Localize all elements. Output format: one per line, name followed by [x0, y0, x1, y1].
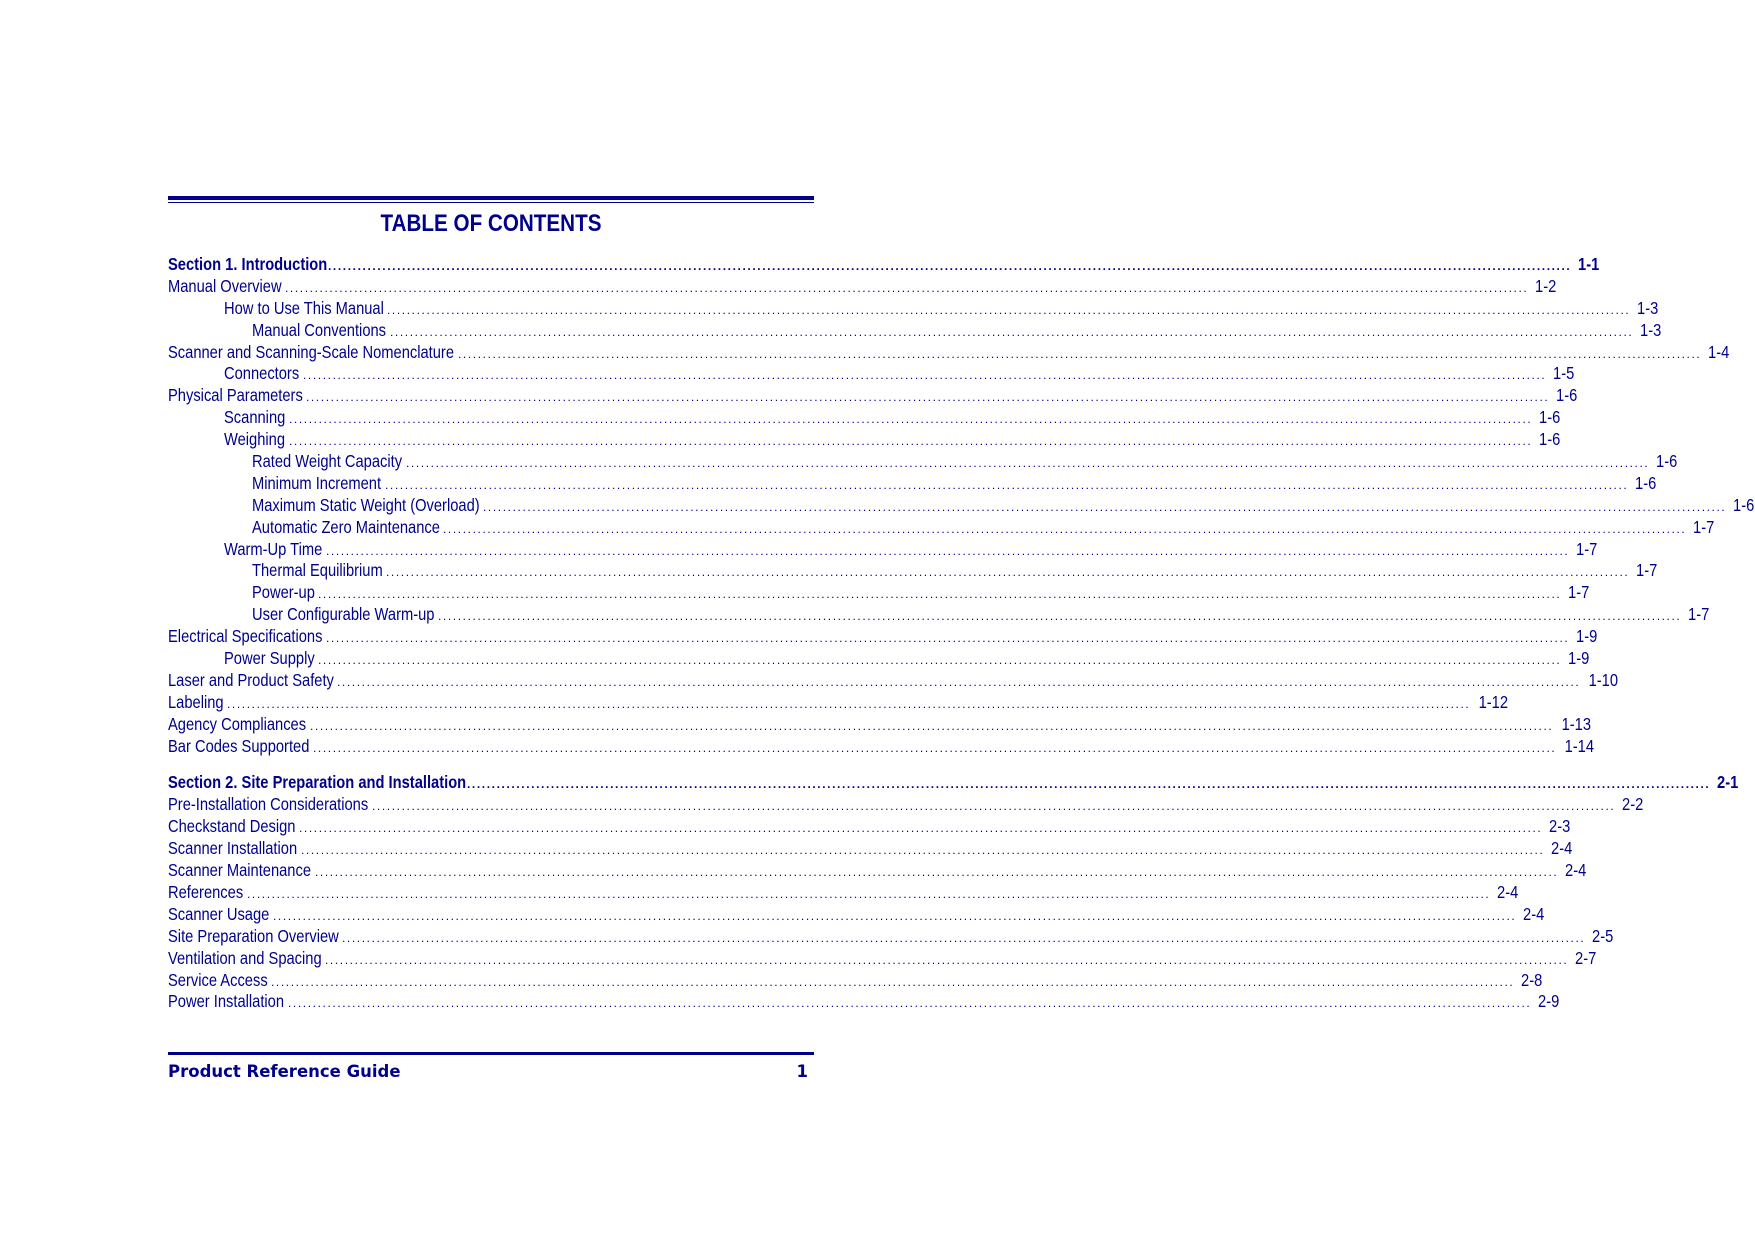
toc-dot-leader: [285, 281, 1528, 295]
toc-entry-label: References: [168, 881, 244, 902]
toc-entry-label: Scanner Usage: [168, 903, 270, 924]
toc-entry-label: Site Preparation Overview: [168, 925, 339, 946]
toc-dot-leader: [289, 412, 1532, 426]
toc-dot-leader: [315, 865, 1558, 879]
toc-dot-leader: [227, 697, 1470, 711]
toc-dot-leader: [483, 500, 1726, 514]
toc-entry-page: 1-7: [1688, 604, 1710, 625]
toc-dot-leader: [310, 719, 1553, 733]
toc-entry-label: Pre-Installation Considerations: [168, 794, 369, 815]
page-number: 1: [796, 1062, 808, 1081]
toc-entry-page: 1-12: [1478, 691, 1509, 712]
toc-entry-label: Automatic Zero Maintenance: [252, 516, 440, 537]
footer-rule: [168, 1052, 814, 1055]
toc-entry-page: 1-4: [1708, 341, 1730, 362]
toc-entry-page: 2-8: [1521, 969, 1543, 990]
toc-entry[interactable]: [168, 472, 1657, 495]
toc-entry-label: Physical Parameters: [168, 385, 303, 406]
toc-entry[interactable]: [168, 626, 1598, 648]
toc-dot-leader: [467, 777, 1710, 791]
toc-entry-page: 1-3: [1637, 297, 1659, 318]
toc-dot-leader: [299, 821, 1542, 835]
toc-entry-page: 2-9: [1538, 991, 1560, 1012]
toc-entry[interactable]: [168, 385, 1578, 407]
toc-entry[interactable]: [168, 319, 1662, 342]
toc-entry-label: Scanning: [224, 407, 286, 428]
toc-dot-leader: [386, 565, 1629, 579]
toc-entry[interactable]: [168, 604, 1710, 626]
toc-dot-leader: [326, 631, 1569, 645]
toc-dot-leader: [337, 675, 1580, 689]
toc-entry[interactable]: [168, 794, 1644, 816]
toc-entry-page: 1-7: [1568, 582, 1590, 603]
toc-dot-leader: [303, 368, 1546, 382]
toc-entry-label: Labeling: [168, 691, 224, 712]
toc-entry[interactable]: [168, 925, 1614, 948]
toc-entry-page: 1-6: [1539, 407, 1561, 428]
toc-entry-label: Service Access: [168, 969, 268, 990]
toc-list: [168, 254, 1755, 1013]
toc-entry[interactable]: [168, 838, 1573, 860]
toc-dot-leader: [390, 325, 1633, 339]
toc-entry[interactable]: [168, 816, 1571, 838]
toc-entry-page: 2-4: [1565, 860, 1587, 881]
toc-dot-leader: [247, 887, 1490, 901]
toc-entry[interactable]: [168, 691, 1509, 714]
toc-entry-page: 1-9: [1568, 648, 1590, 669]
toc-entry-label: Laser and Product Safety: [168, 669, 334, 690]
section-gap: [168, 757, 814, 772]
toc-entry-page: 1-9: [1576, 626, 1598, 647]
toc-entry-page: 1-6: [1539, 429, 1561, 450]
toc-entry-label: Minimum Increment: [252, 472, 382, 493]
toc-entry[interactable]: [168, 969, 1543, 992]
toc-entry[interactable]: [168, 947, 1597, 970]
toc-dot-leader: [438, 609, 1681, 623]
toc-entry-page: 2-5: [1592, 925, 1614, 946]
toc-dot-leader: [406, 456, 1649, 470]
toc-dot-leader: [306, 390, 1549, 404]
toc-entry[interactable]: [168, 275, 1557, 298]
toc-entry-page: 1-6: [1556, 385, 1578, 406]
toc-entry[interactable]: [168, 363, 1575, 385]
toc-entry-page: 1-14: [1564, 735, 1595, 756]
toc-dot-leader: [288, 996, 1531, 1010]
toc-entry-page: 1-6: [1656, 451, 1678, 472]
toc-entry[interactable]: [168, 297, 1659, 320]
toc-dot-leader: [271, 975, 1514, 989]
toc-entry-page: 2-3: [1549, 816, 1571, 837]
toc-dot-leader: [318, 653, 1561, 667]
toc-entry-page: 2-4: [1497, 881, 1519, 902]
toc-entry-label: Connectors: [224, 363, 300, 384]
toc-dot-leader: [328, 259, 1571, 273]
toc-entry-label: Manual Overview: [168, 275, 282, 296]
toc-entry-label: Power-up: [252, 582, 315, 603]
toc-entry[interactable]: [168, 407, 1561, 429]
toc-dot-leader: [289, 434, 1532, 448]
toc-entry-label: Section 2. Site Preparation and Installation: [168, 772, 467, 793]
toc-entry-label: Electrical Specifications: [168, 626, 323, 647]
toc-entry-label: User Configurable Warm-up: [252, 604, 435, 625]
toc-entry[interactable]: [168, 341, 1730, 364]
toc-dot-leader: [342, 931, 1585, 945]
toc-entry-page: 2-7: [1575, 947, 1597, 968]
toc-entry-label: Maximum Static Weight (Overload): [252, 494, 480, 515]
toc-entry-label: Thermal Equilibrium: [252, 560, 383, 581]
toc-entry[interactable]: [168, 516, 1715, 539]
toc-entry[interactable]: [168, 538, 1598, 561]
toc-entry-page: 1-6: [1635, 472, 1657, 493]
toc-entry[interactable]: [168, 429, 1561, 451]
toc-entry-label: Checkstand Design: [168, 816, 296, 837]
toc-entry-label: Section 1. Introduction: [168, 254, 328, 274]
toc-section-heading[interactable]: [168, 254, 1600, 276]
toc-dot-leader: [458, 347, 1701, 361]
top-rule-thick: [168, 196, 814, 200]
toc-entry-page: 2-4: [1551, 838, 1573, 859]
toc-entry-label: Ventilation and Spacing: [168, 947, 322, 968]
toc-entry-page: 2-4: [1523, 903, 1545, 924]
toc-entry[interactable]: [168, 494, 1755, 517]
toc-entry-label: Manual Conventions: [252, 319, 387, 340]
toc-dot-leader: [313, 741, 1556, 755]
toc-entry-page: 2-2: [1622, 794, 1644, 815]
toc-entry-label: Weighing: [224, 429, 286, 450]
toc-entry-page: 1-10: [1588, 669, 1619, 690]
toc-entry-label: Bar Codes Supported: [168, 735, 310, 756]
toc-entry[interactable]: [168, 669, 1619, 692]
toc-entry-label: How to Use This Manual: [224, 297, 384, 318]
toc-dot-leader: [273, 909, 1516, 923]
toc-entry-label: Rated Weight Capacity: [252, 451, 403, 472]
toc-entry-label: Power Installation: [168, 991, 285, 1012]
toc-dot-leader: [326, 544, 1569, 558]
toc-entry-page: 1-13: [1561, 713, 1592, 734]
toc-dot-leader: [385, 478, 1628, 492]
toc-entry-page: 1-1: [1578, 254, 1600, 274]
toc-entry-page: 1-7: [1636, 560, 1658, 581]
toc-entry[interactable]: [168, 582, 1590, 604]
page-footer: [168, 1052, 814, 1081]
toc-entry-label: Scanner Installation: [168, 838, 298, 859]
toc-dot-leader: [372, 799, 1615, 813]
toc-entry[interactable]: [168, 860, 1587, 882]
toc-entry[interactable]: [168, 713, 1592, 736]
top-rule-thin: [168, 202, 814, 203]
toc-entry-label: Scanner and Scanning-Scale Nomenclature: [168, 341, 455, 362]
toc-entry[interactable]: [168, 648, 1590, 670]
toc-entry[interactable]: [168, 451, 1678, 473]
footer-title: Product Reference Guide: [168, 1062, 401, 1081]
toc-entry-page: 1-6: [1733, 494, 1755, 515]
toc-entry[interactable]: [168, 991, 1560, 1013]
toc-dot-leader: [301, 843, 1544, 857]
toc-entry-label: Scanner Maintenance: [168, 860, 312, 881]
toc-entry[interactable]: [168, 735, 1595, 758]
toc-dot-leader: [318, 587, 1561, 601]
page-title: TABLE OF CONTENTS: [380, 210, 602, 237]
toc-entry-page: 1-7: [1576, 538, 1598, 559]
toc-entry-page: 1-5: [1553, 363, 1575, 384]
toc-entry-page: 2-1: [1717, 772, 1739, 793]
toc-entry-page: 1-2: [1535, 275, 1557, 296]
toc-entry-page: 1-7: [1693, 516, 1715, 537]
toc-page: [168, 196, 1755, 1013]
toc-entry[interactable]: [168, 903, 1545, 926]
footer-row: [168, 1062, 814, 1081]
toc-dot-leader: [443, 522, 1686, 536]
toc-entry-page: 1-3: [1640, 319, 1662, 340]
toc-entry[interactable]: [168, 881, 1519, 904]
toc-entry-label: Agency Compliances: [168, 713, 307, 734]
toc-entry[interactable]: [168, 560, 1658, 582]
toc-dot-leader: [387, 303, 1630, 317]
toc-dot-leader: [325, 953, 1568, 967]
toc-entry-label: Power Supply: [224, 648, 315, 669]
toc-entry-label: Warm-Up Time: [224, 538, 323, 559]
toc-section-heading[interactable]: [168, 772, 1739, 794]
